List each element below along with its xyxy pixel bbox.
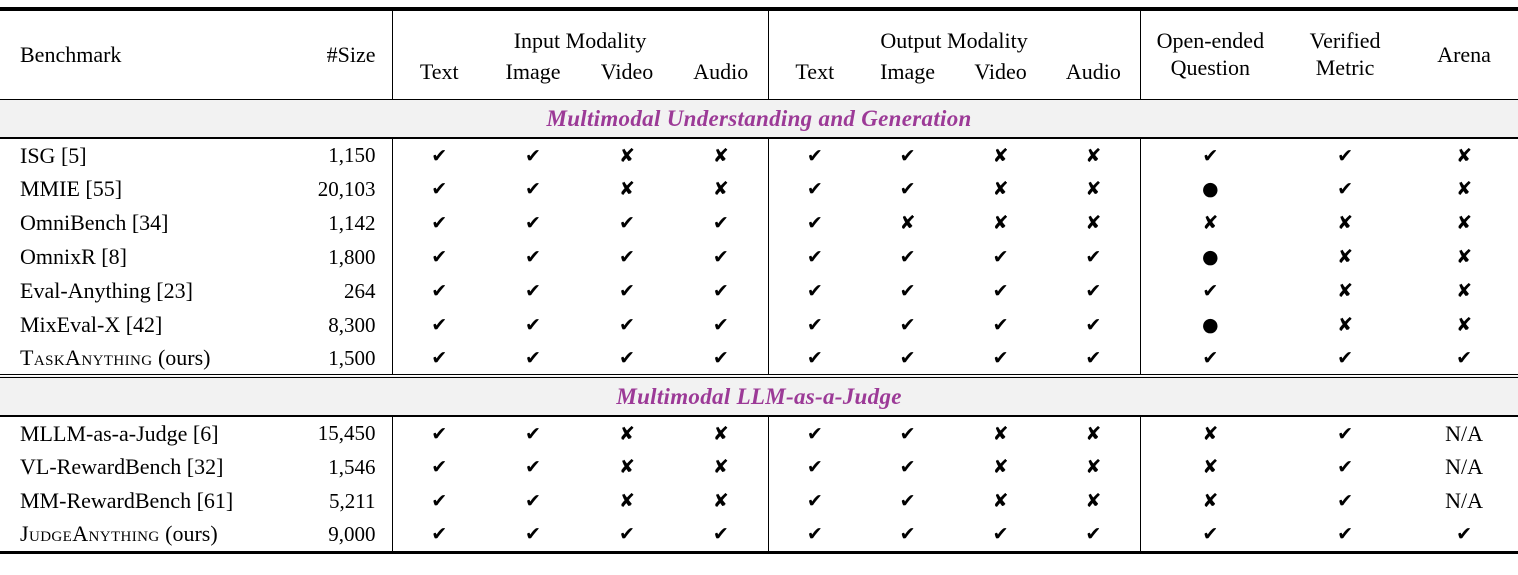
benchmark-comparison-table: [0, 7, 1518, 554]
check-icon: ✔: [768, 206, 861, 240]
table-row: [0, 308, 1518, 342]
check-icon: ✔: [1337, 144, 1354, 167]
check-icon: ✔: [392, 274, 486, 308]
verified-line1: Verified: [1309, 28, 1381, 54]
check-icon: ✔: [392, 450, 486, 484]
benchmark-name-text: ISG [5]: [20, 142, 87, 168]
cross-icon: ✘: [1085, 456, 1102, 478]
check-icon: ✔: [525, 490, 541, 512]
check-icon: ✔: [1140, 138, 1280, 172]
check-icon: ✔: [899, 178, 916, 200]
na-label: N/A: [1445, 420, 1484, 446]
check-icon: ✔: [992, 280, 1009, 302]
check-icon: ✔: [899, 144, 916, 167]
cross-icon: ✘: [1085, 144, 1102, 167]
benchmark-name-text: MixEval-X [42]: [20, 312, 163, 337]
cross-icon: ✘: [1337, 212, 1354, 234]
check-icon: ✔: [899, 422, 916, 445]
check-icon: ✔: [768, 172, 861, 206]
check-icon: ✔: [1085, 523, 1102, 546]
check-icon: ✔: [768, 484, 861, 518]
col-header-input-image: Image: [505, 59, 561, 84]
check-icon: ✔: [1337, 347, 1354, 369]
cross-icon: ✘: [1140, 484, 1280, 518]
benchmark-size: 8,300: [328, 312, 376, 337]
check-icon: ✔: [619, 246, 635, 268]
open-ended-line2: Question: [1170, 55, 1251, 80]
table-header: [0, 9, 1518, 100]
check-icon: ✔: [392, 206, 486, 240]
check-icon: ✔: [392, 484, 486, 518]
table-row: [0, 342, 1518, 376]
col-header-input-audio: Audio: [693, 59, 749, 84]
table-row: [0, 240, 1518, 274]
cross-icon: ✘: [712, 178, 729, 200]
benchmark-size: 1,142: [328, 210, 376, 235]
benchmark-size: 15,450: [317, 421, 376, 445]
table-row: [0, 138, 1518, 172]
circle-icon: ●: [1140, 240, 1280, 274]
check-icon: ✔: [525, 314, 541, 336]
cross-icon: ✘: [619, 456, 635, 478]
check-icon: ✔: [619, 280, 635, 302]
check-icon: ✔: [1337, 178, 1354, 200]
check-icon: ✔: [1337, 490, 1354, 512]
check-icon: ✔: [768, 274, 861, 308]
section-header-row: [0, 376, 1518, 416]
check-icon: ✔: [712, 314, 729, 336]
col-header-output-video: Video: [974, 59, 1027, 84]
table-row: [0, 484, 1518, 518]
check-icon: ✔: [768, 342, 861, 376]
cross-icon: ✘: [1456, 280, 1473, 302]
cross-icon: ✘: [992, 422, 1009, 445]
cross-icon: ✘: [1140, 416, 1280, 450]
check-icon: ✔: [1456, 523, 1473, 546]
benchmark-size: 20,103: [317, 176, 376, 201]
check-icon: ✔: [768, 416, 861, 450]
check-icon: ✔: [1085, 280, 1102, 302]
check-icon: ✔: [1140, 274, 1280, 308]
na-label: N/A: [1445, 488, 1484, 513]
check-icon: ✔: [1085, 314, 1102, 336]
benchmark-name: [0, 416, 288, 450]
check-icon: ✔: [392, 308, 486, 342]
cross-icon: ✘: [619, 144, 635, 167]
benchmark-name-text: TaskAnything: [20, 345, 153, 370]
verified-line2: Metric: [1315, 55, 1375, 80]
check-icon: ✔: [525, 422, 541, 445]
benchmark-name: [0, 484, 288, 518]
benchmark-size: 5,211: [329, 488, 376, 513]
benchmark-name-text: MLLM-as-a-Judge [6]: [20, 420, 219, 446]
check-icon: ✔: [1456, 347, 1473, 369]
cross-icon: ✘: [1456, 314, 1473, 336]
col-header-output-image: Image: [880, 59, 936, 84]
cross-icon: ✘: [1456, 178, 1473, 200]
na-label: N/A: [1445, 454, 1484, 479]
check-icon: ✔: [525, 280, 541, 302]
cross-icon: ✘: [1140, 206, 1280, 240]
check-icon: ✔: [525, 178, 541, 200]
col-header-input-text: Text: [392, 57, 486, 100]
check-icon: ✔: [712, 523, 729, 546]
check-icon: ✔: [1085, 246, 1102, 268]
open-ended-line1: Open-ended: [1156, 28, 1265, 54]
check-icon: ✔: [619, 347, 635, 369]
benchmark-size: 264: [344, 278, 376, 303]
table-row: [0, 274, 1518, 308]
check-icon: ✔: [712, 246, 729, 268]
check-icon: ✔: [899, 490, 916, 512]
col-header-arena: Arena: [1437, 41, 1491, 67]
col-header-benchmark: Benchmark: [20, 41, 122, 67]
check-icon: ✔: [768, 518, 861, 552]
benchmark-size: 1,500: [328, 345, 376, 370]
benchmark-name: [0, 342, 288, 376]
circle-icon: ●: [1140, 308, 1280, 342]
benchmark-name-suffix: (ours): [152, 345, 211, 370]
check-icon: ✔: [619, 523, 635, 546]
table-row: [0, 416, 1518, 450]
col-header-verified-metric: [1280, 9, 1410, 100]
check-icon: ✔: [992, 347, 1009, 369]
col-header-output-audio: Audio: [1065, 59, 1121, 84]
header-group-row: [0, 9, 1518, 57]
section-title: Multimodal Understanding and Generation: [0, 100, 1518, 139]
check-icon: ✔: [525, 144, 541, 167]
check-icon: ✔: [525, 347, 541, 369]
benchmark-name-text: OmnixR [8]: [20, 244, 127, 269]
cross-icon: ✘: [712, 144, 729, 167]
section-header-row: [0, 100, 1518, 139]
col-header-open-ended-question: [1140, 9, 1280, 100]
benchmark-name-text: MM-RewardBench [61]: [20, 488, 234, 513]
check-icon: ✔: [768, 240, 861, 274]
col-header-output-text: Text: [768, 57, 861, 100]
benchmark-name-suffix: (ours): [159, 521, 218, 547]
benchmark-name: [0, 308, 288, 342]
cross-icon: ✘: [992, 456, 1009, 478]
benchmark-name-text: MMIE [55]: [20, 176, 123, 201]
cross-icon: ✘: [1085, 422, 1102, 445]
cross-icon: ✘: [992, 144, 1009, 167]
benchmark-name: [0, 450, 288, 484]
check-icon: ✔: [899, 280, 916, 302]
check-icon: ✔: [1337, 422, 1354, 445]
table-body: [0, 100, 1518, 553]
benchmark-size: 9,000: [328, 521, 376, 546]
cross-icon: ✘: [1085, 178, 1102, 200]
check-icon: ✔: [1085, 347, 1102, 369]
col-group-output-modality: Output Modality: [768, 9, 1140, 57]
col-header-size: #Size: [326, 41, 376, 67]
check-icon: ✔: [992, 523, 1009, 546]
cross-icon: ✘: [1085, 490, 1102, 512]
check-icon: ✔: [619, 212, 635, 234]
table-row: [0, 206, 1518, 240]
benchmark-size: 1,800: [328, 244, 376, 269]
benchmark-name-text: VL-RewardBench [32]: [20, 454, 224, 479]
check-icon: ✔: [525, 246, 541, 268]
check-icon: ✔: [899, 523, 916, 546]
check-icon: ✔: [1337, 456, 1354, 478]
cross-icon: ✘: [619, 178, 635, 200]
cross-icon: ✘: [712, 490, 729, 512]
check-icon: ✔: [992, 314, 1009, 336]
table-row: [0, 172, 1518, 206]
cross-icon: ✘: [992, 212, 1009, 234]
check-icon: ✔: [392, 342, 486, 376]
benchmark-size: 1,546: [328, 454, 376, 479]
cross-icon: ✘: [1456, 212, 1473, 234]
benchmark-name: [0, 240, 288, 274]
check-icon: ✔: [899, 456, 916, 478]
check-icon: ✔: [525, 456, 541, 478]
benchmark-name: [0, 518, 288, 552]
check-icon: ✔: [899, 314, 916, 336]
check-icon: ✔: [768, 450, 861, 484]
check-icon: ✔: [712, 212, 729, 234]
cross-icon: ✘: [1456, 246, 1473, 268]
table-row: [0, 518, 1518, 552]
benchmark-name-text: Eval-Anything [23]: [20, 278, 193, 303]
benchmark-name: [0, 206, 288, 240]
cross-icon: ✘: [992, 490, 1009, 512]
check-icon: ✔: [1140, 342, 1280, 376]
benchmark-name-text: OmniBench [34]: [20, 210, 169, 235]
benchmark-name: [0, 172, 288, 206]
check-icon: ✔: [392, 240, 486, 274]
check-icon: ✔: [392, 172, 486, 206]
cross-icon: ✘: [712, 422, 729, 445]
cross-icon: ✘: [992, 178, 1009, 200]
check-icon: ✔: [712, 280, 729, 302]
check-icon: ✔: [1337, 523, 1354, 546]
check-icon: ✔: [1140, 518, 1280, 552]
cross-icon: ✘: [1337, 280, 1354, 302]
cross-icon: ✘: [1085, 212, 1102, 234]
cross-icon: ✘: [712, 456, 729, 478]
section-title: Multimodal LLM-as-a-Judge: [0, 376, 1518, 416]
check-icon: ✔: [619, 314, 635, 336]
check-icon: ✔: [392, 138, 486, 172]
benchmark-name: [0, 274, 288, 308]
benchmark-name-text: JudgeAnything: [20, 521, 160, 547]
check-icon: ✔: [992, 246, 1009, 268]
check-icon: ✔: [525, 212, 541, 234]
check-icon: ✔: [525, 523, 541, 546]
cross-icon: ✘: [1140, 450, 1280, 484]
check-icon: ✔: [768, 308, 861, 342]
cross-icon: ✘: [1337, 246, 1354, 268]
cross-icon: ✘: [1456, 144, 1473, 167]
cross-icon: ✘: [619, 490, 635, 512]
check-icon: ✔: [899, 246, 916, 268]
col-group-input-modality: Input Modality: [392, 9, 768, 57]
col-header-input-video: Video: [600, 59, 654, 84]
cross-icon: ✘: [619, 422, 635, 445]
cross-icon: ✘: [1337, 314, 1354, 336]
check-icon: ✔: [392, 518, 486, 552]
table-row: [0, 450, 1518, 484]
check-icon: ✔: [899, 347, 916, 369]
check-icon: ✔: [768, 138, 861, 172]
cross-icon: ✘: [899, 212, 916, 234]
check-icon: ✔: [392, 416, 486, 450]
circle-icon: ●: [1140, 172, 1280, 206]
check-icon: ✔: [712, 347, 729, 369]
benchmark-name: [0, 138, 288, 172]
benchmark-size: 1,150: [328, 143, 376, 167]
